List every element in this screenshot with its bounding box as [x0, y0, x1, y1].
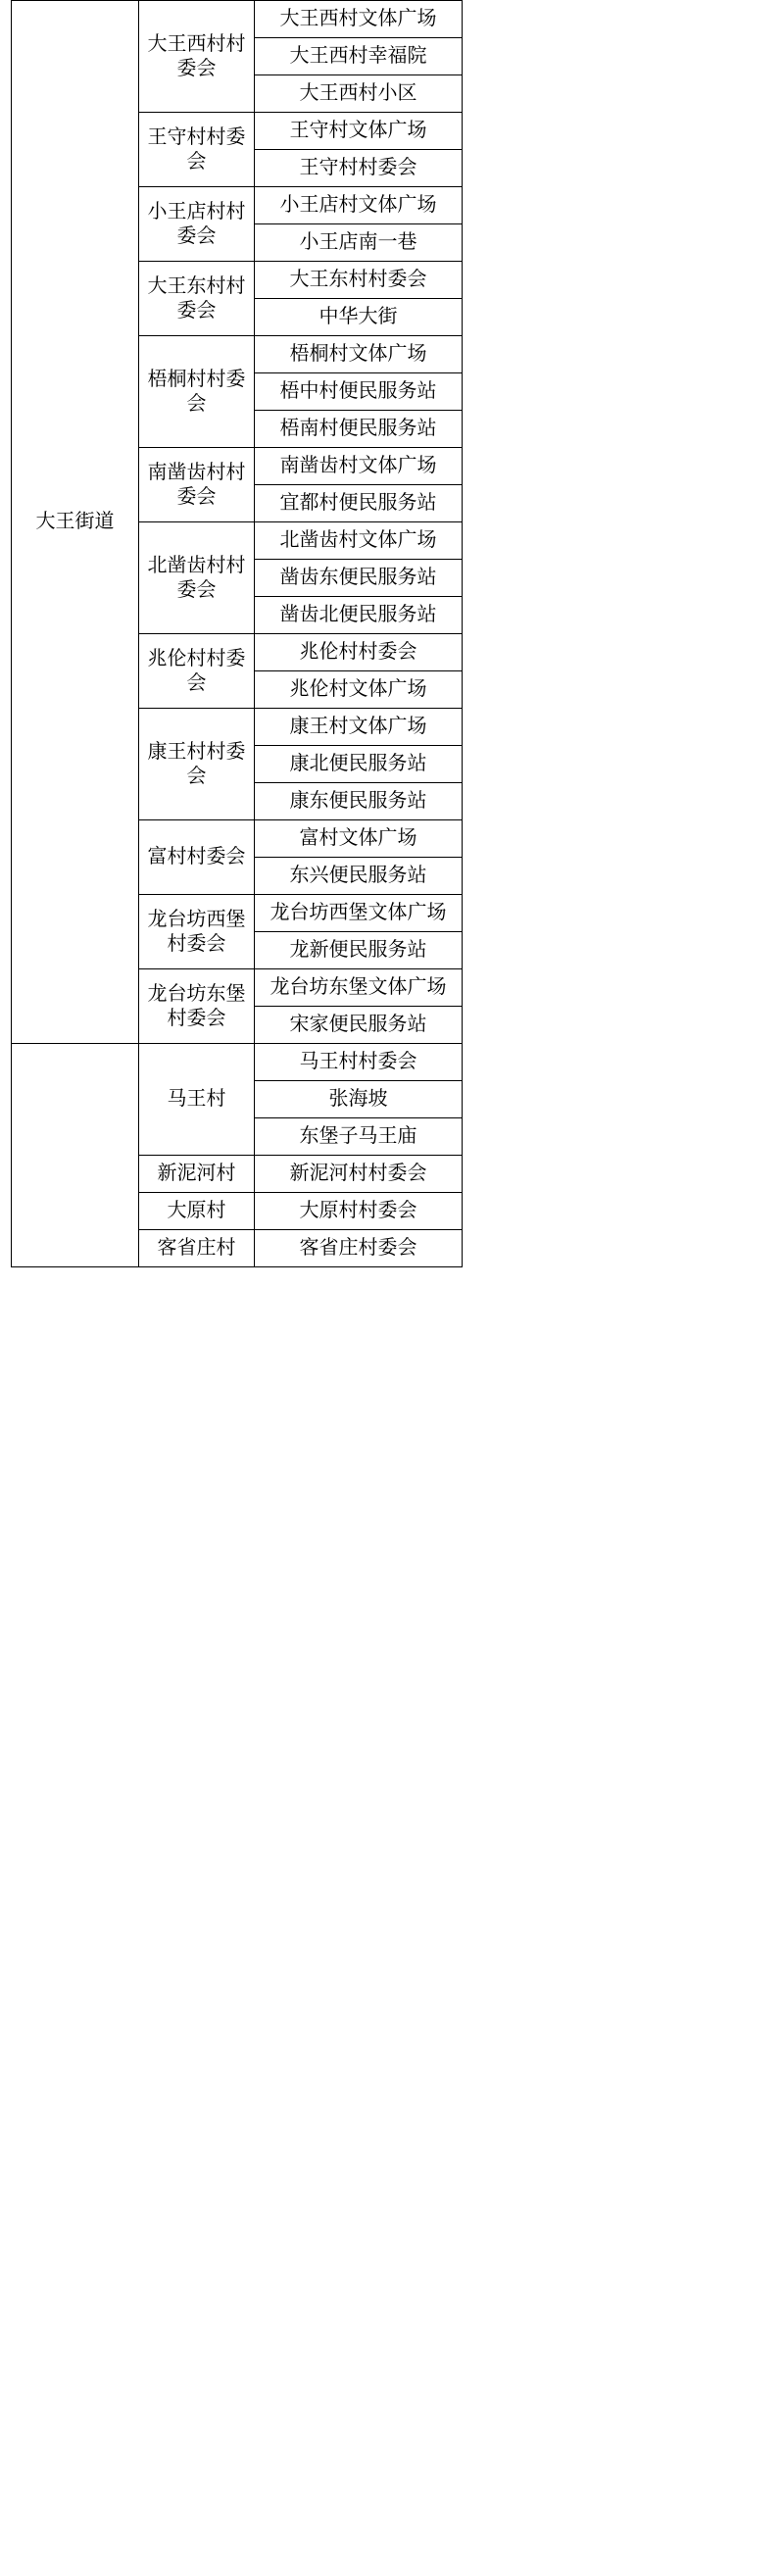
village-cell: 小王店村村委会 — [139, 187, 255, 262]
point-cell: 王守村文体广场 — [255, 113, 463, 150]
point-cell: 大王东村村委会 — [255, 262, 463, 299]
point-cell: 大王西村小区 — [255, 75, 463, 113]
point-cell: 马王村村委会 — [255, 1044, 463, 1081]
table-row — [12, 1044, 463, 1081]
point-cell: 中华大街 — [255, 299, 463, 336]
village-cell: 王守村村委会 — [139, 113, 255, 187]
point-cell: 张海坡 — [255, 1081, 463, 1118]
point-cell: 梧桐村文体广场 — [255, 336, 463, 373]
point-cell: 康北便民服务站 — [255, 746, 463, 783]
village-cell: 大王西村村委会 — [139, 1, 255, 113]
point-cell: 梧中村便民服务站 — [255, 373, 463, 411]
point-cell: 大王西村文体广场 — [255, 1, 463, 38]
village-cell: 马王村 — [139, 1044, 255, 1156]
village-cell: 龙台坊西堡村委会 — [139, 895, 255, 969]
village-cell: 兆伦村村委会 — [139, 634, 255, 709]
village-cell: 大原村 — [139, 1193, 255, 1230]
locations-table — [11, 0, 463, 1267]
village-cell: 梧桐村村委会 — [139, 336, 255, 448]
table-row — [12, 1, 463, 38]
street-cell: 大王街道 — [12, 1, 139, 1044]
point-cell: 宋家便民服务站 — [255, 1007, 463, 1044]
street-cell — [12, 1044, 139, 1267]
point-cell: 北凿齿村文体广场 — [255, 522, 463, 560]
point-cell: 兆伦村村委会 — [255, 634, 463, 671]
point-cell: 客省庄村委会 — [255, 1230, 463, 1267]
point-cell: 龙台坊东堡文体广场 — [255, 969, 463, 1007]
village-cell: 富村村委会 — [139, 820, 255, 895]
point-cell: 大王西村幸福院 — [255, 38, 463, 75]
point-cell: 宜都村便民服务站 — [255, 485, 463, 522]
point-cell: 康东便民服务站 — [255, 783, 463, 820]
point-cell: 梧南村便民服务站 — [255, 411, 463, 448]
village-cell: 新泥河村 — [139, 1156, 255, 1193]
village-cell: 龙台坊东堡村委会 — [139, 969, 255, 1044]
point-cell: 龙新便民服务站 — [255, 932, 463, 969]
point-cell: 小王店南一巷 — [255, 224, 463, 262]
table-body — [12, 1, 463, 1267]
point-cell: 凿齿北便民服务站 — [255, 597, 463, 634]
village-cell: 北凿齿村村委会 — [139, 522, 255, 634]
point-cell: 南凿齿村文体广场 — [255, 448, 463, 485]
point-cell: 大原村村委会 — [255, 1193, 463, 1230]
point-cell: 康王村文体广场 — [255, 709, 463, 746]
village-cell: 客省庄村 — [139, 1230, 255, 1267]
village-cell: 康王村村委会 — [139, 709, 255, 820]
point-cell: 王守村村委会 — [255, 150, 463, 187]
point-cell: 东兴便民服务站 — [255, 858, 463, 895]
point-cell: 新泥河村村委会 — [255, 1156, 463, 1193]
point-cell: 小王店村文体广场 — [255, 187, 463, 224]
point-cell: 东堡子马王庙 — [255, 1118, 463, 1156]
point-cell: 兆伦村文体广场 — [255, 671, 463, 709]
village-cell: 大王东村村委会 — [139, 262, 255, 336]
point-cell: 龙台坊西堡文体广场 — [255, 895, 463, 932]
point-cell: 凿齿东便民服务站 — [255, 560, 463, 597]
point-cell: 富村文体广场 — [255, 820, 463, 858]
village-cell: 南凿齿村村委会 — [139, 448, 255, 522]
